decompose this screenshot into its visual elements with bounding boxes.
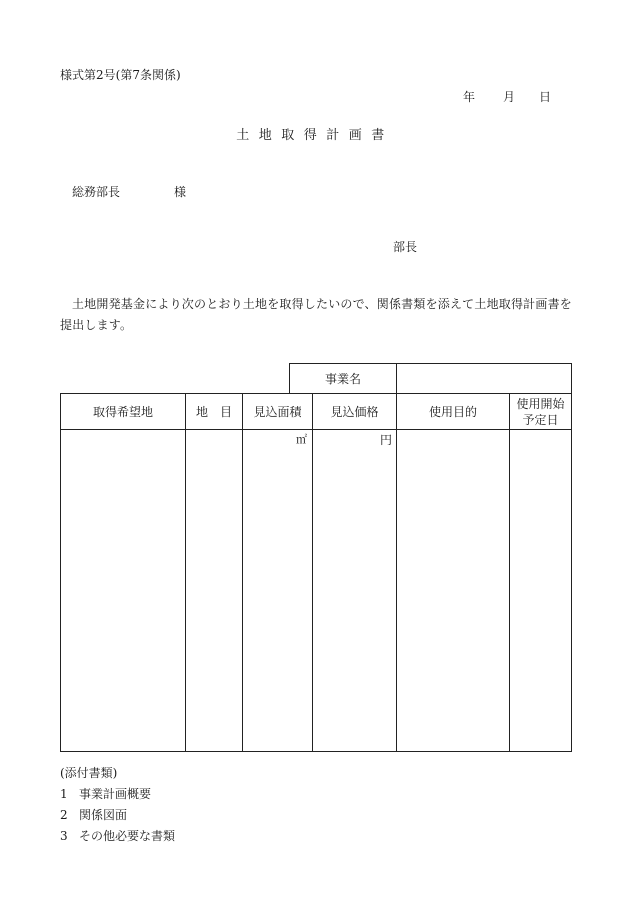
date-month-label: 月 <box>503 90 516 104</box>
list-item <box>60 805 175 826</box>
list-item <box>60 784 175 805</box>
item-number: 1 <box>60 787 68 801</box>
entry-purpose[interactable] <box>397 430 509 751</box>
column-header-start-date: 使用開始 予定日 <box>516 396 565 427</box>
date-line <box>463 88 551 105</box>
sender-title: 部長 <box>393 240 418 254</box>
date-day-label: 日 <box>539 90 552 104</box>
table-line <box>571 363 572 393</box>
column-header-purpose: 使用目的 <box>428 404 477 419</box>
entry-location[interactable] <box>61 430 185 751</box>
item-number: 2 <box>60 808 68 822</box>
column-header-location: 取得希望地 <box>92 404 153 419</box>
price-unit: 円 <box>380 433 393 447</box>
recipient-honorific: 様 <box>174 185 187 199</box>
item-number: 3 <box>60 829 68 843</box>
attachments-heading: (添付書類) <box>60 766 118 780</box>
column-header-price: 見込価格 <box>330 404 379 419</box>
list-item <box>60 826 175 847</box>
project-name-value[interactable] <box>397 364 571 393</box>
entry-area[interactable] <box>243 430 312 751</box>
date-year-label: 年 <box>463 90 476 104</box>
attachments <box>60 763 175 847</box>
table-line <box>571 393 572 752</box>
table-line <box>60 751 572 752</box>
column-header-land-category: 地 目 <box>195 404 232 419</box>
document-title: 土地取得計画書 <box>236 128 394 143</box>
item-text: 関係図面 <box>79 808 128 822</box>
project-name-label: 事業名 <box>324 371 361 386</box>
recipient <box>72 183 186 200</box>
entry-land-category[interactable] <box>186 430 242 751</box>
entry-start-date[interactable] <box>510 430 571 751</box>
body-text: 土地開発基金により次のとおり土地を取得したいので、関係書類を添えて土地取得計画書を提出します。 <box>60 297 572 332</box>
item-text: 事業計画概要 <box>79 787 152 801</box>
item-text: その他必要な書類 <box>79 829 176 843</box>
form-code: 様式第2号(第7条関係) <box>60 68 181 82</box>
column-header-area: 見込面積 <box>253 404 302 419</box>
entry-price[interactable] <box>313 430 396 751</box>
recipient-name: 総務部長 <box>72 185 121 199</box>
area-unit: ㎡ <box>296 433 307 446</box>
